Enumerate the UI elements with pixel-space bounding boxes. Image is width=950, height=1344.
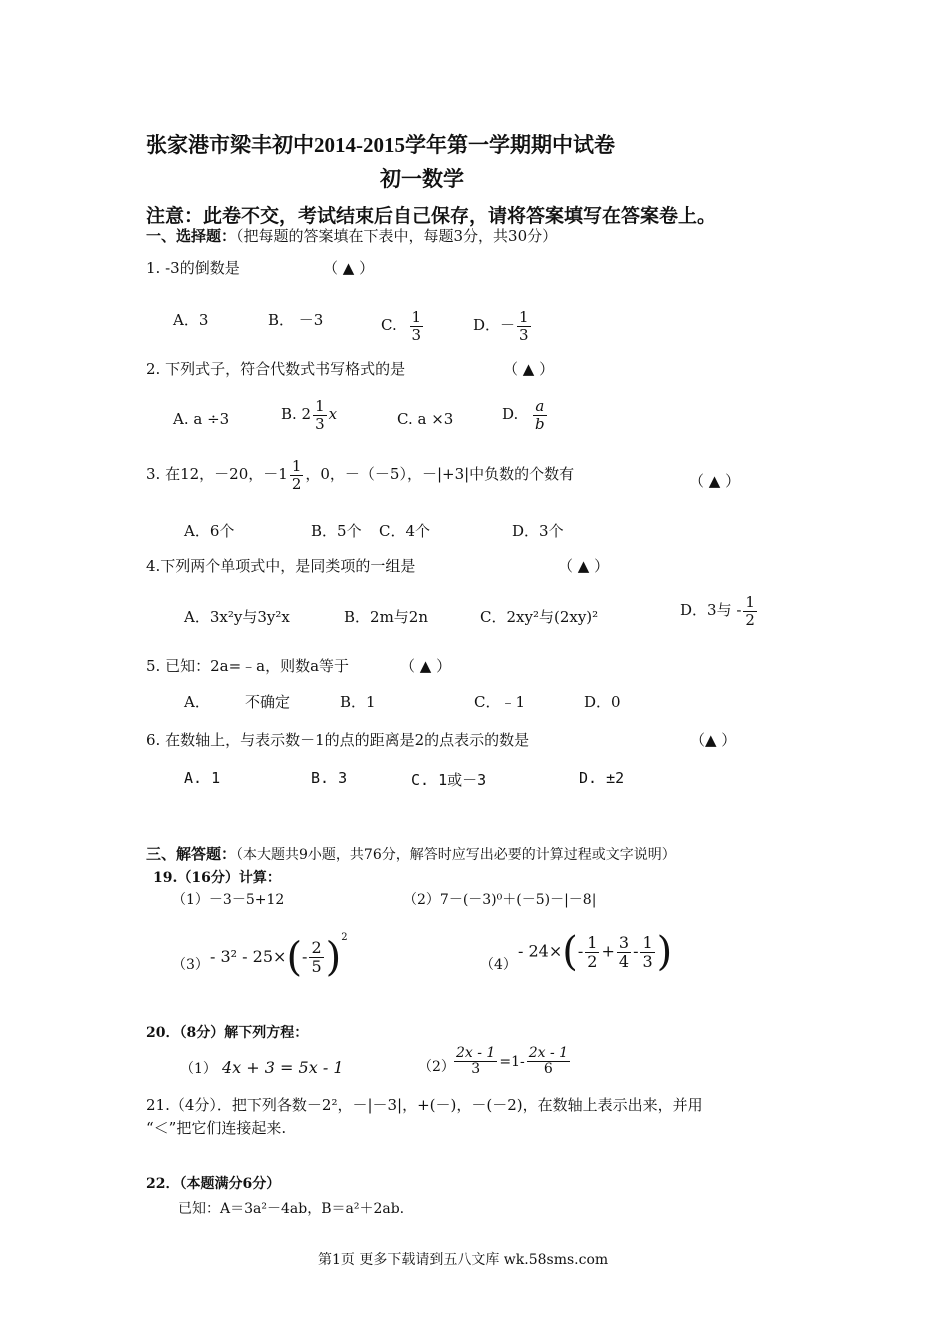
q1-stem: 1. -3的倒数是: [146, 259, 240, 277]
q19-part1: （1）－3－5+12: [172, 892, 285, 908]
section1-note: （把每题的答案填在下表中，每题3分，共30分）: [236, 227, 558, 245]
q19-part4-fraction1: $\frac{1}{2}$: [587, 932, 598, 971]
q3-option-d: D．3个: [512, 522, 564, 540]
section3-note: （本大题共9小题，共76分，解答时应写出必要的计算过程或文字说明）: [236, 847, 676, 863]
q1-option-c-label: C.: [381, 316, 397, 334]
q3-stem-end: ，0，－（－5），－|+3|中负数的个数有: [305, 465, 575, 483]
q5-answer-mark: （ ▲ ）: [400, 657, 452, 675]
q2-option-b-fraction: $\frac{1}{3}$: [315, 397, 325, 433]
notice: 注意：此卷不交，考试结束后自己保存，请将答案填写在答案卷上。: [146, 205, 717, 227]
q6-stem: 6. 在数轴上，与表示数－1的点的距离是2的点表示的数是: [146, 731, 530, 749]
q5-option-b: B．1: [340, 693, 376, 711]
q20-part2-middle: =1-: [499, 1053, 525, 1070]
q19-part3-fraction: $\frac{2}{5}$: [311, 938, 322, 976]
q4-option-d-fraction: $\frac{1}{2}$: [745, 593, 755, 629]
q19-part4-expr: [518, 929, 673, 975]
q2-option-b: [281, 398, 337, 432]
q20-part1-label: （1）: [180, 1061, 217, 1077]
q19-part3-expr: [210, 932, 348, 981]
q6-option-a: A. 1: [184, 769, 221, 787]
q4-option-d-label: D．3与 -: [680, 601, 742, 619]
q2-option-d: [502, 398, 549, 432]
exam-subject: 初一数学: [380, 167, 464, 191]
q6-option-d: D. ±2: [579, 769, 625, 787]
q3-answer-mark: （ ▲ ）: [689, 472, 741, 490]
section3-header: [146, 843, 676, 864]
section1-heading: 一、选择题：: [146, 227, 237, 245]
q20-part2-label: （2）: [418, 1059, 455, 1075]
q1-option-c: [381, 309, 425, 343]
q20-part2-equation: [452, 1046, 572, 1078]
q4-option-c: C．2xy²与(2xy)²: [480, 608, 599, 626]
q4-stem: 4.下列两个单项式中，是同类项的一组是: [146, 557, 416, 575]
q19-part4-inner-sign: -: [577, 941, 584, 961]
q1-answer-mark: （ ▲ ）: [323, 259, 375, 277]
q21-line1: 21.（4分）．把下列各数－2²，－|－3|，+(－)，－(－2)，在数轴上表示出来，并用: [146, 1096, 703, 1114]
q19-part3-lparen: (: [286, 934, 303, 981]
q3-option-c: C．4个: [379, 522, 431, 540]
q6-option-b: B. 3: [311, 769, 348, 787]
section3-heading: 三、解答题：: [146, 845, 237, 863]
q3-option-b: B．5个: [311, 522, 362, 540]
q2-stem: 2. 下列式子，符合代数式书写格式的是: [146, 360, 406, 378]
q5-option-a: A．: [184, 693, 210, 711]
q4-answer-mark: （ ▲ ）: [558, 557, 610, 575]
q19-title: 19.（16分）计算：: [153, 870, 281, 886]
q5-option-c: C．﹣1: [474, 693, 526, 711]
q19-part2: （2）7－(－3)⁰＋(－5)－|－8|: [403, 892, 597, 908]
q22-text: 已知：A＝3a²－4ab，B＝a²＋2ab.: [178, 1201, 405, 1217]
q5-option-d: D．0: [584, 693, 621, 711]
q19-part3-inner-sign: -: [302, 947, 308, 966]
q2-answer-mark: （ ▲ ）: [503, 360, 555, 378]
q20-title: 20．（8分）解下列方程：: [146, 1025, 309, 1041]
q19-part3-expr-text: - 3² - 25×: [210, 947, 287, 966]
q1-option-d-label: D．－: [473, 316, 516, 334]
q19-part4-fraction3: $\frac{1}{3}$: [642, 932, 653, 971]
q19-part3-exponent: 2: [341, 932, 348, 943]
q3-fraction: $\frac{1}{2}$: [291, 457, 302, 493]
q20-part1-equation: 4x + 3 = 5x - 1: [222, 1058, 344, 1077]
q4-option-d: [680, 594, 759, 628]
q2-option-c: C. a ×3: [397, 410, 454, 428]
q1-option-b: B． －3: [268, 311, 324, 329]
q19-part3-rparen: ): [325, 934, 342, 981]
q1-option-d-fraction: $\frac{1}{3}$: [519, 308, 529, 344]
section1-header: [146, 225, 557, 246]
page-footer: 第1页 更多下载请到五八文库 wk.58sms.com: [318, 1252, 609, 1268]
q2-option-b-label: B. 2: [281, 405, 312, 423]
q19-part4-op2: -: [633, 941, 639, 961]
q5-option-a-text: 不确定: [245, 693, 291, 711]
q21-line2: “＜”把它们连接起来.: [146, 1119, 287, 1137]
q1-option-d: [473, 309, 533, 343]
q4-option-b: B．2m与2n: [344, 608, 428, 626]
q22-title: 22．（本题满分6分）: [146, 1176, 281, 1192]
q5-stem: 5. 已知：2a=﹣a，则数a等于: [146, 657, 350, 675]
q3-option-a: A．6个: [184, 522, 235, 540]
q19-part4-label: （4）: [480, 957, 517, 973]
q20-part2-right-fraction: $\frac{2x - 1}{6}$: [528, 1045, 569, 1078]
q2-option-a: A. a ÷3: [173, 410, 230, 428]
q19-part4-rparen: ): [656, 929, 673, 975]
q6-answer-mark: （▲ ）: [690, 731, 737, 749]
q1-option-c-fraction: $\frac{1}{3}$: [411, 308, 422, 344]
q19-part4-fraction2: $\frac{3}{4}$: [618, 932, 630, 971]
q19-part3-label: （3）: [172, 957, 209, 973]
q3-stem-start: 3. 在12，－20，－1: [146, 465, 288, 483]
q2-option-b-var: x: [328, 405, 338, 423]
q6-option-c: C. 1或－3: [411, 771, 487, 789]
q4-option-a: A．3x²y与3y²x: [184, 608, 290, 626]
q19-part4-lparen: (: [562, 929, 578, 975]
q3-stem: [146, 458, 574, 492]
q2-option-d-fraction: $\frac{a}{b}$: [535, 397, 545, 433]
q1-option-a: A．3: [173, 311, 209, 329]
q19-part4-expr-text: - 24×: [518, 941, 563, 961]
exam-title: 张家港市梁丰初中2014-2015学年第一学期期中试卷: [146, 133, 615, 157]
q2-option-d-label: D.: [502, 405, 519, 423]
q20-part2-left-fraction: $\frac{2x - 1}{3}$: [456, 1045, 496, 1078]
q19-part4-op1: +: [601, 941, 615, 961]
